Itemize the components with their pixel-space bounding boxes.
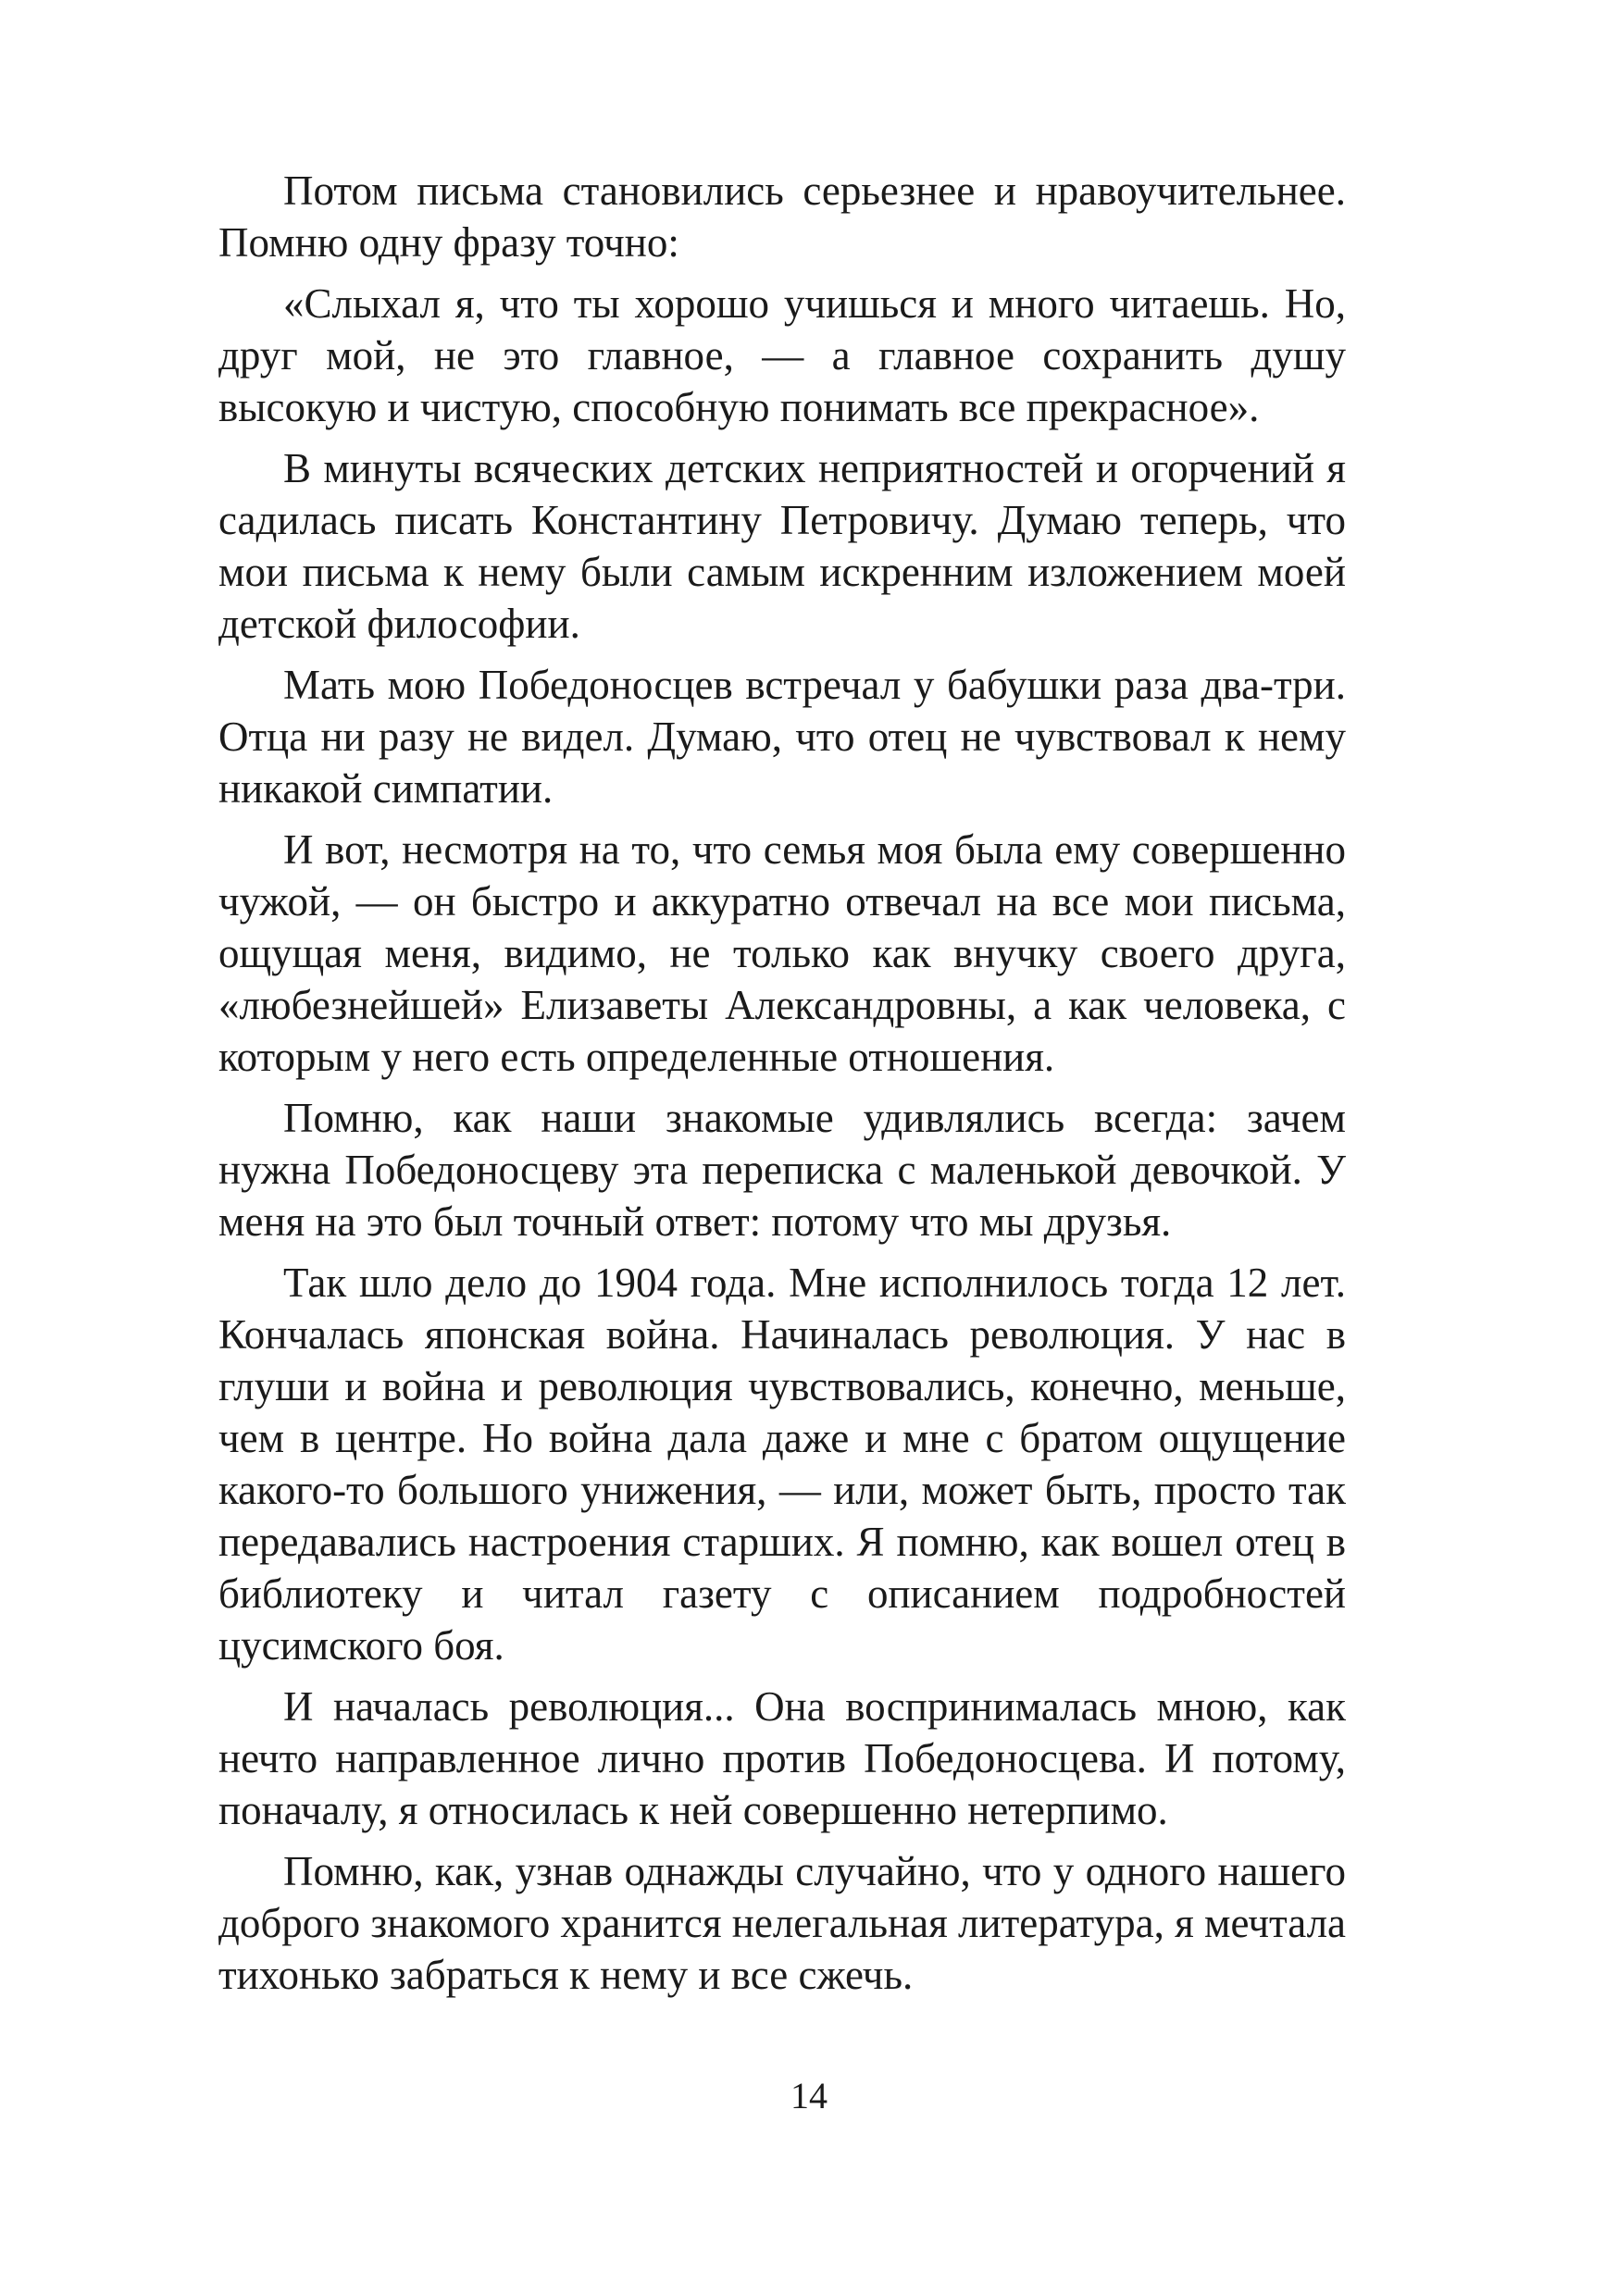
paragraph-9: Помню, как, узнав однажды случайно, что у одного нашего доброго знакомого хранится нелегальная литература, я мечтала тихонько забраться к нему и все сжечь. bbox=[218, 1848, 1347, 1998]
body-text bbox=[218, 165, 1346, 2010]
paragraph-1: Потом письма становились серьезнее и нравоучительнее. Помню одну фразу точно: bbox=[218, 168, 1346, 266]
paragraph-4: Мать мою Победоносцев встречал у бабушки раза два-три. Отца ни разу не видел. Думаю, что отец не чувствовал к нему никакой симпатии. bbox=[218, 662, 1346, 812]
paragraph-2: «Слыхал я, что ты хорошо учишься и много читаешь. Но, друг мой, не это главное, — а главное сохранить душу высокую и чистую, способную понимать все прекрасное». bbox=[218, 280, 1346, 430]
paragraph-5: И вот, несмотря на то, что семья моя была ему совершенно чужой, — он быстро и аккуратно отвечал на все мои письма, ощущая меня, видимо, не только как внучку своего друга, «любезнейшей» Елизаветы Александровны, а как человека, с которым у него есть определенные отношения. bbox=[218, 826, 1346, 1080]
paragraph-3: В минуты всяческих детских неприятностей и огорчений я садилась писать Константину Петровичу. Думаю теперь, что мои письма к нему были самым искренним изложением моей детской философии. bbox=[218, 445, 1346, 647]
paragraph-8: И началась революция... Она воспринималась мною, как нечто направленное лично против Победоносцева. И потому, поначалу, я относилась к ней совершенно нетерпимо. bbox=[218, 1683, 1346, 1833]
paragraph-6: Помню, как наши знакомые удивлялись всегда: зачем нужна Победоносцеву эта переписка с маленькой девочкой. У меня на это был точный ответ: потому что мы друзья. bbox=[218, 1095, 1346, 1245]
page-number: 14 bbox=[790, 2075, 828, 2116]
paragraph-7: Так шло дело до 1904 года. Мне исполнилось тогда 12 лет. Кончалась японская война. Начиналась революция. У нас в глуши и война и революция чувствовались, конечно, меньше, чем в центре. Но война дала даже и мне с братом ощущение какого-то большого унижения, — или, может быть, просто так передавались настроения старших. Я помню, как вошел отец в библиотеку и читал газету с описанием подробностей цусимского боя. bbox=[218, 1260, 1346, 1669]
